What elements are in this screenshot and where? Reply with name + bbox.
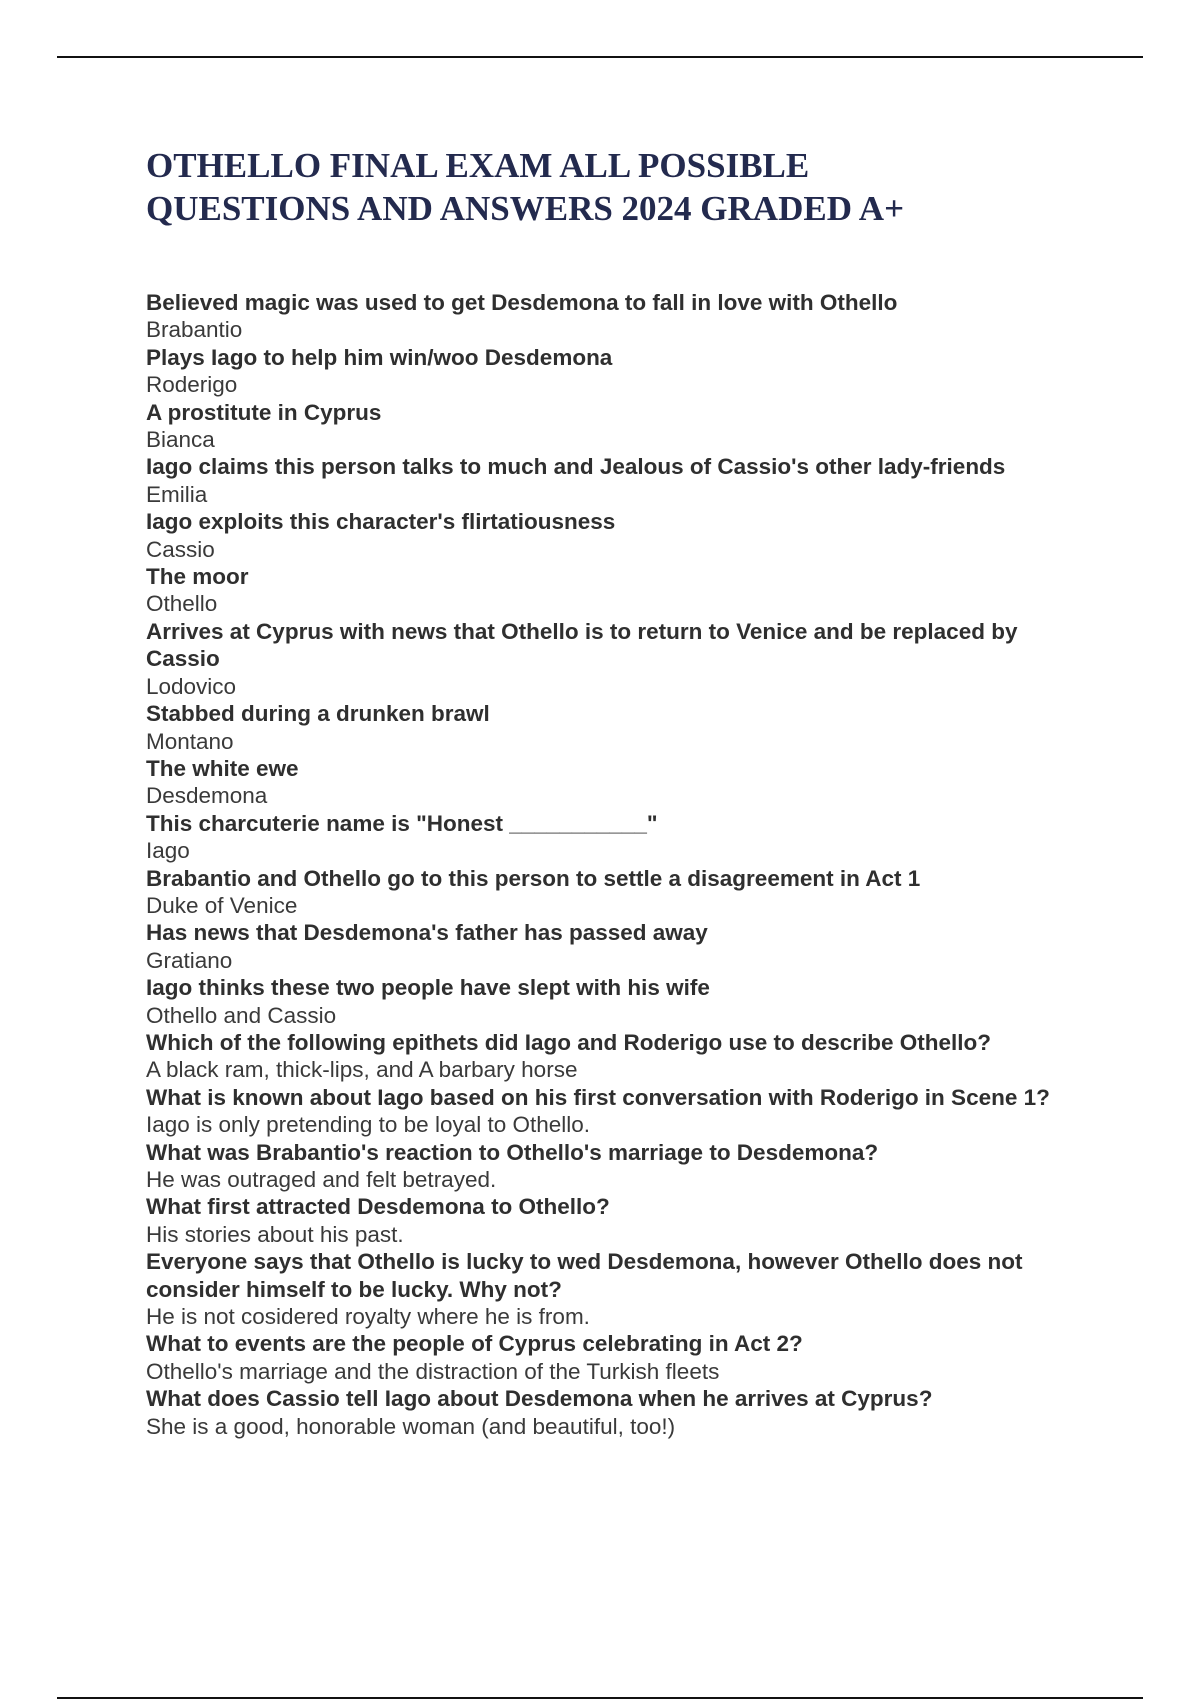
answer-text: Lodovico: [146, 673, 237, 699]
answer-text: Emilia: [146, 481, 208, 507]
answer-text: Iago: [146, 838, 190, 864]
qa-item: [146, 700, 1076, 755]
answer-text: Montano: [146, 728, 234, 754]
answer-text: Othello: [146, 591, 218, 617]
answer-text: Brabantio: [146, 317, 243, 343]
answer-text: She is a good, honorable woman (and beautiful, too!): [146, 1413, 676, 1439]
question-text: Iago claims this person talks to much and Jealous of Cassio's other lady-friends: [146, 454, 1006, 480]
qa-item: [146, 755, 1076, 810]
qa-item: [146, 1029, 1076, 1084]
answer-text: A black ram, thick-lips, and A barbary horse: [146, 1057, 578, 1083]
title-line-1: OTHELLO FINAL EXAM ALL POSSIBLE: [146, 146, 810, 185]
bottom-divider: [57, 1697, 1143, 1699]
question-text: What to events are the people of Cyprus celebrating in Act 2?: [146, 1331, 803, 1357]
question-text: Has news that Desdemona's father has passed away: [146, 920, 708, 946]
qa-item: [146, 1193, 1076, 1248]
qa-item: [146, 453, 1076, 508]
question-text: The white ewe: [146, 755, 299, 781]
document-body: [146, 144, 1076, 1440]
question-text: A prostitute in Cyprus: [146, 399, 382, 425]
qa-item: [146, 399, 1076, 454]
question-text: What is known about Iago based on his first conversation with Roderigo in Scene 1?: [146, 1084, 1050, 1110]
question-text: This charcuterie name is "Honest ___________": [146, 810, 658, 836]
question-text: What was Brabantio's reaction to Othello's marriage to Desdemona?: [146, 1139, 879, 1165]
question-text: Everyone says that Othello is lucky to wed Desdemona, however Othello does not consider himself to be lucky. Why not?: [146, 1249, 1023, 1302]
answer-text: He was outraged and felt betrayed.: [146, 1167, 497, 1192]
question-text: Stabbed during a drunken brawl: [146, 701, 490, 727]
answer-text: Othello and Cassio: [146, 1002, 337, 1028]
question-text: Arrives at Cyprus with news that Othello is to return to Venice and be replaced by Cassio: [146, 618, 1018, 672]
question-text: Plays Iago to help him win/woo Desdemona: [146, 344, 613, 370]
question-text: Believed magic was used to get Desdemona to fall in love with Othello: [146, 290, 898, 315]
qa-item: [146, 974, 1076, 1029]
answer-text: Roderigo: [146, 372, 238, 398]
answer-text: Cassio: [146, 536, 215, 562]
qa-list: [146, 289, 1076, 1440]
question-text: What does Cassio tell Iago about Desdemona when he arrives at Cyprus?: [146, 1386, 933, 1412]
question-text: Iago exploits this character's flirtatiousness: [146, 509, 616, 535]
answer-text: Duke of Venice: [146, 892, 298, 918]
qa-item: [146, 1084, 1076, 1139]
qa-item: [146, 810, 1076, 865]
question-text: What first attracted Desdemona to Othello?: [146, 1194, 610, 1220]
qa-item: [146, 919, 1076, 974]
question-text: Iago thinks these two people have slept with his wife: [146, 975, 710, 1001]
qa-item: [146, 563, 1076, 618]
qa-item: [146, 1139, 1076, 1194]
answer-text: Iago is only pretending to be loyal to Othello.: [146, 1112, 591, 1138]
answer-text: Othello's marriage and the distraction of the Turkish fleets: [146, 1358, 720, 1384]
answer-text: Gratiano: [146, 947, 233, 973]
qa-item: [146, 1385, 1076, 1440]
answer-text: Desdemona: [146, 783, 268, 809]
qa-item: [146, 344, 1076, 399]
question-text: Brabantio and Othello go to this person to settle a disagreement in Act 1: [146, 865, 921, 891]
document-title: [146, 144, 1076, 230]
qa-item: [146, 865, 1076, 920]
title-line-2: QUESTIONS AND ANSWERS 2024 GRADED A+: [146, 189, 905, 228]
qa-item: [146, 289, 1076, 344]
question-text: The moor: [146, 564, 249, 590]
question-text: Which of the following epithets did Iago and Roderigo use to describe Othello?: [146, 1029, 992, 1055]
qa-item: [146, 1248, 1076, 1330]
qa-item: [146, 618, 1076, 700]
qa-item: [146, 508, 1076, 563]
answer-text: His stories about his past.: [146, 1221, 404, 1247]
top-divider: [57, 56, 1143, 58]
answer-text: He is not cosidered royalty where he is from.: [146, 1304, 590, 1330]
qa-item: [146, 1330, 1076, 1385]
answer-text: Bianca: [146, 427, 215, 453]
